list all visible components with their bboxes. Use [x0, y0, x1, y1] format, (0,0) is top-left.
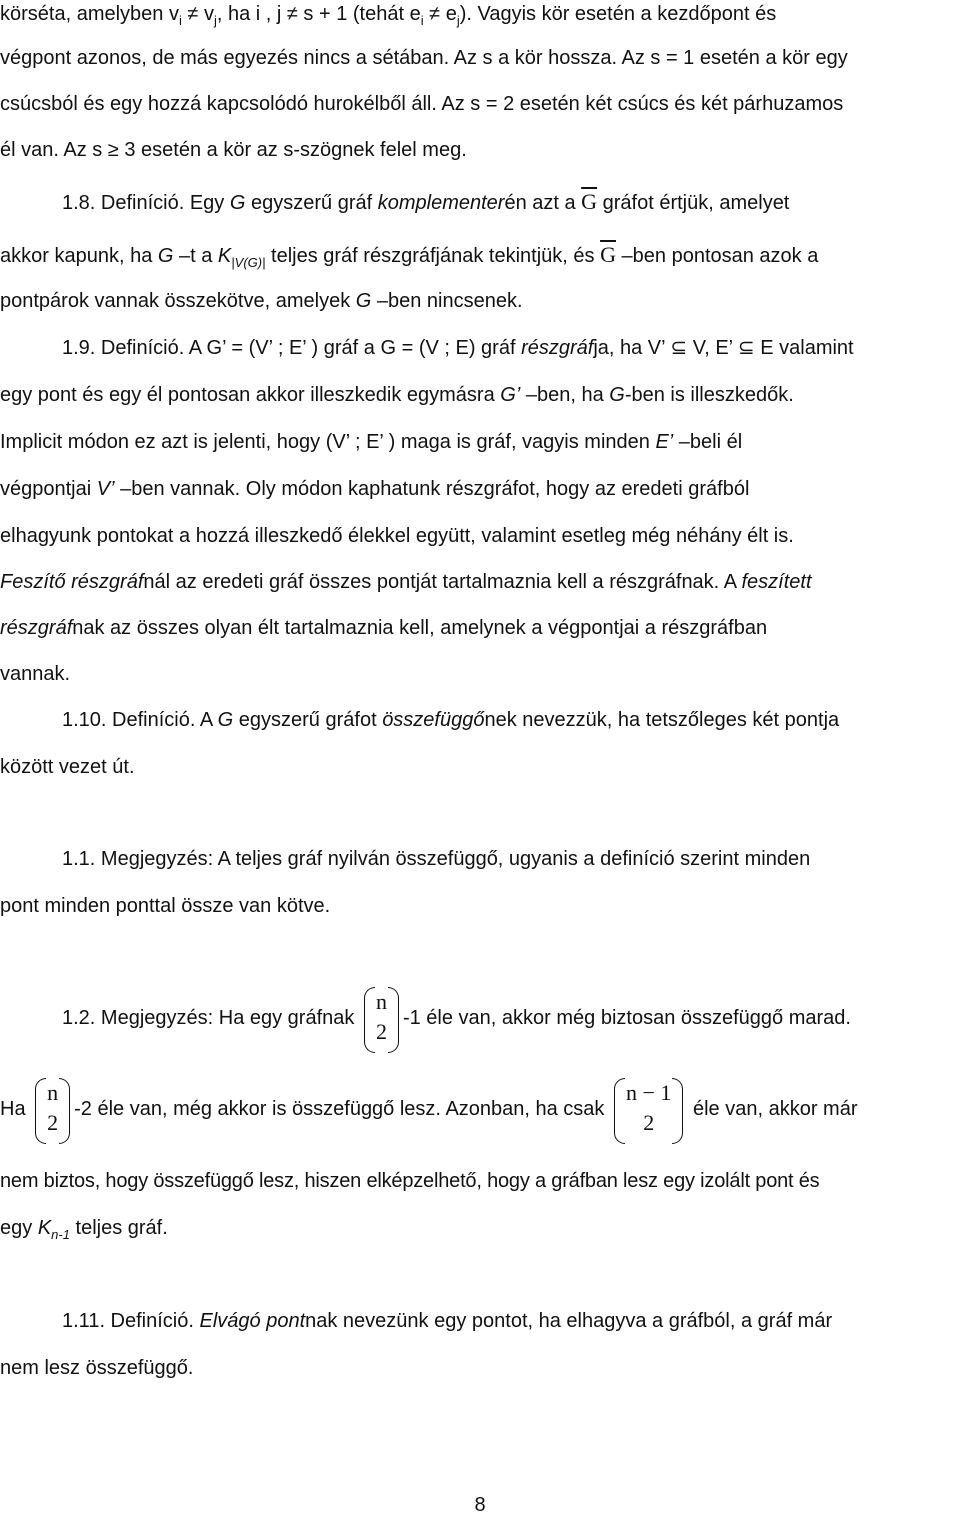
note-1-2-line-4: egy $K_{n-1}$ teljes gráf.: [0, 1217, 168, 1242]
note-1-2-line-2: Ha n 2 -2 éle van, még akkor is összefüggő lesz. Azonban, ha csak n − 1 2 éle van, akkor már: [0, 1077, 960, 1142]
definition-1-9-line-1: 1.9. Definíció. A G’ = (V’ ; E’ ) gráf a G = (V ; E) gráf részgráfja, ha V’ ⊆ V, E’ ⊆ E valamint: [62, 337, 854, 359]
definition-1-9-line-2: egy pont és egy él pontosan akkor illeszkedik egymásra G’ –ben, ha G-ben is illeszkedők.: [0, 384, 794, 406]
binomial-coefficient: n 2: [35, 1078, 70, 1142]
text-run: körséta, amelyben $v_i \ne v_j$, ha i , j ≠ s + 1 (tehát $e_i \ne e_j$). Vagyis kör esetén a kezdőpont és: [0, 3, 777, 28]
page-number: 8: [474, 1494, 486, 1516]
definition-1-9-line-7: részgráfnak az összes olyan élt tartalmaznia kell, amelynek a végpontjai a részgráfban: [0, 617, 768, 639]
note-1-2-line-3: nem biztos, hogy összefüggő lesz, hiszen elképzelhető, hogy a gráfban lesz egy izolált pont és: [0, 1170, 820, 1192]
note-1-1-line-1: 1.1. Megjegyzés: A teljes gráf nyilván összefüggő, ugyanis a definíció szerint minden: [62, 848, 811, 870]
definition-1-8-line-2: akkor kapunk, ha G –t a $K_{|V(G)|}$ teljes gráf részgráfjának tekintjük, és $\overline{G}$ –ben pontosan azok a: [0, 242, 819, 270]
complement-symbol: $\overline{G}$: [581, 189, 598, 214]
definition-1-9-line-8: vannak.: [0, 663, 71, 685]
definition-1-9-line-6: Feszítő részgráfnál az eredeti gráf összes pontját tartalmaznia kell a részgráfnak. A feszített: [0, 571, 812, 593]
definition-1-9-line-3: Implicit módon ez azt is jelenti, hogy (V’ ; E’ ) maga is gráf, vagyis minden E’ –beli él: [0, 431, 743, 453]
text-line: csúcsból és egy hozzá kapcsolódó hurokélből áll. Az s = 2 esetén két csúcs és két párhuzamos: [0, 93, 844, 115]
definition-1-9-line-4: végpontjai V’ –ben vannak. Oly módon kaphatunk részgráfot, hogy az eredeti gráfból: [0, 478, 750, 500]
definition-1-8-line-1: 1.8. Definíció. Egy G egyszerű gráf komplementerén azt a $\overline{G}$ gráfot értjük, amelyet: [62, 189, 790, 214]
binomial-coefficient: n − 1 2: [614, 1078, 683, 1142]
note-1-1-line-2: pont minden ponttal össze van kötve.: [0, 895, 331, 917]
definition-1-8-line-3: pontpárok vannak összekötve, amelyek G –ben nincsenek.: [0, 290, 523, 312]
definition-1-10-line-1: 1.10. Definíció. A G egyszerű gráfot összefüggőnek nevezzük, ha tetszőleges két pontja: [62, 709, 840, 731]
binomial-coefficient: n 2: [364, 987, 399, 1051]
complement-symbol: $\overline{G}$: [600, 242, 616, 267]
note-1-2-line-1: 1.2. Megjegyzés: Ha egy gráfnak n 2 -1 éle van, akkor még biztosan összefüggő marad.: [0, 986, 960, 1051]
text-line: [0, 0, 960, 28]
text-line: végpont azonos, de más egyezés nincs a sétában. Az s a kör hossza. Az s = 1 esetén a kör egy: [0, 47, 848, 69]
definition-1-10-line-2: között vezet út.: [0, 756, 135, 778]
definition-1-11-line-1: 1.11. Definíció. Elvágó pontnak nevezünk egy pontot, ha elhagyva a gráfból, a gráf már: [62, 1310, 833, 1332]
definition-1-11-line-2: nem lesz összefüggő.: [0, 1357, 194, 1379]
text-line: él van. Az s ≥ 3 esetén a kör az s-szögnek felel meg.: [0, 139, 467, 161]
definition-1-9-line-5: elhagyunk pontokat a hozzá illeszkedő élekkel együtt, valamint esetleg még néhány élt is.: [0, 525, 794, 547]
